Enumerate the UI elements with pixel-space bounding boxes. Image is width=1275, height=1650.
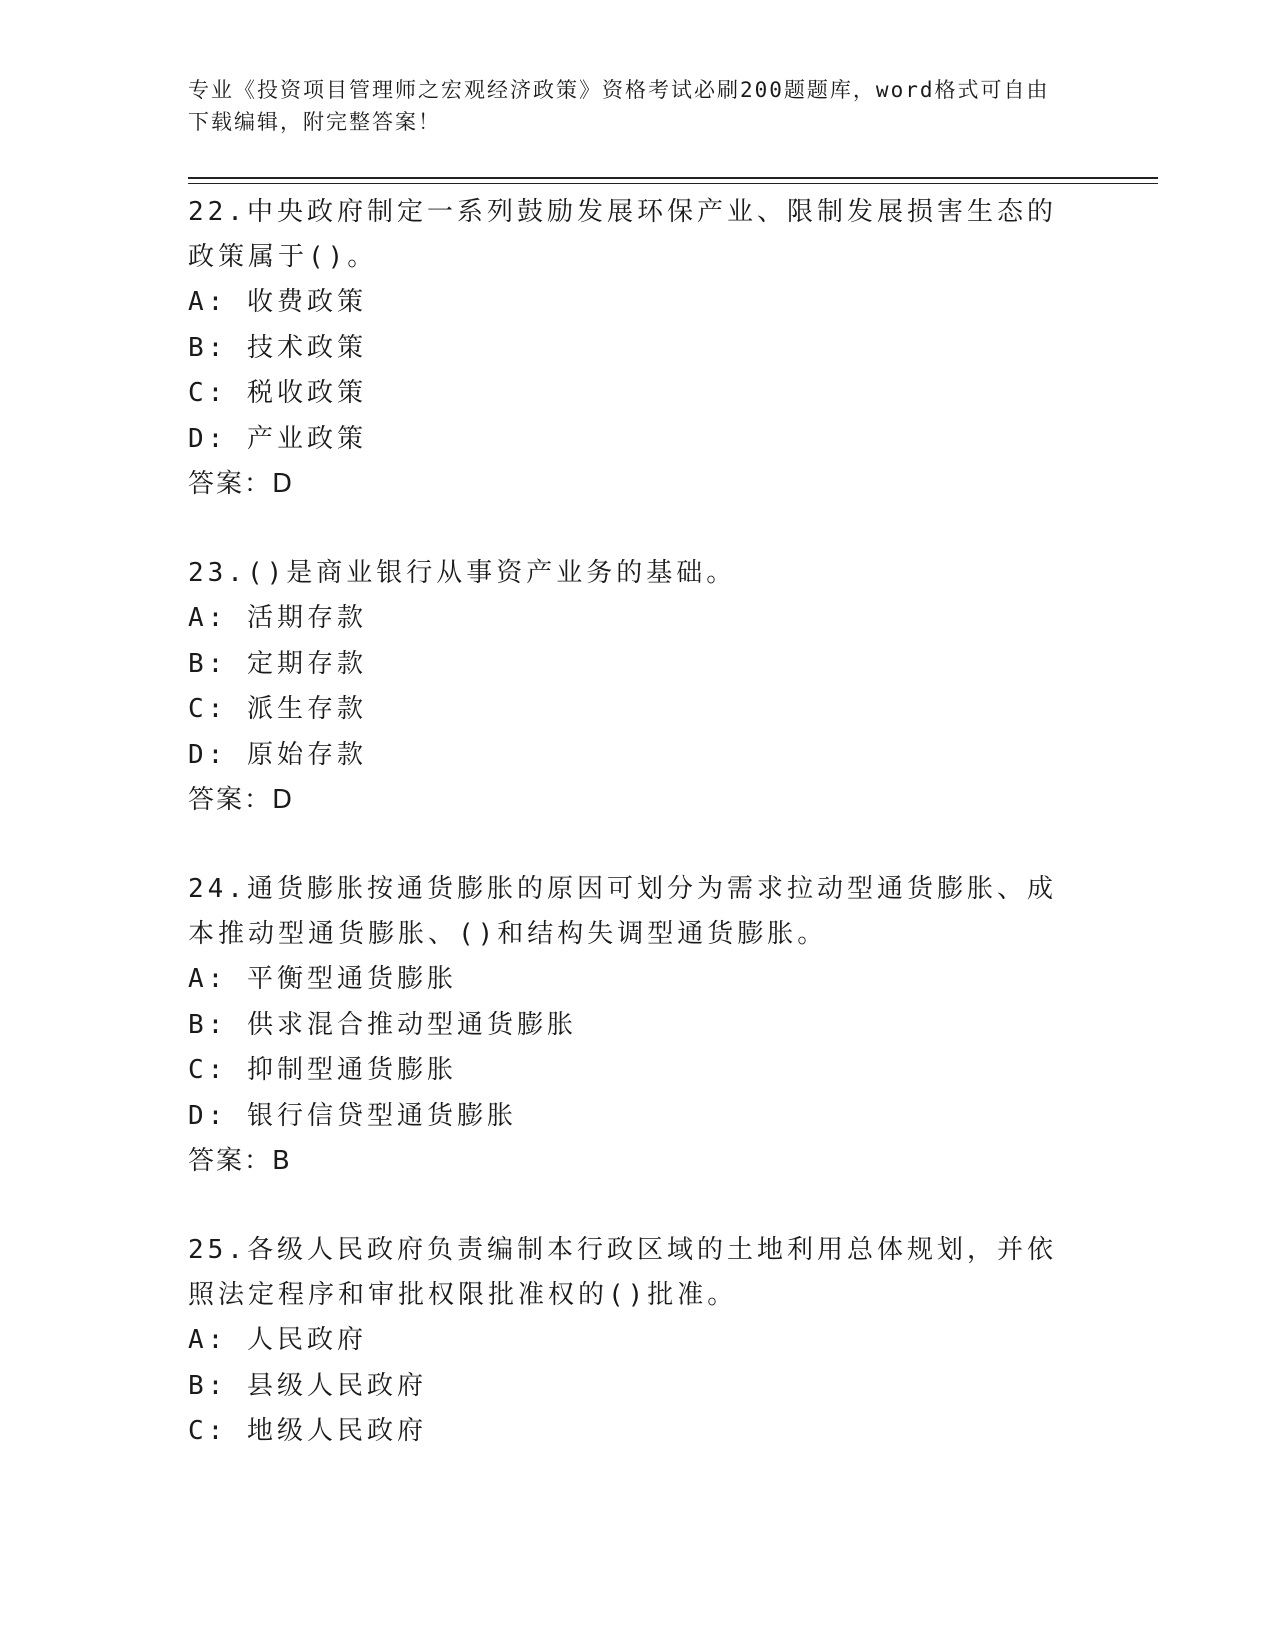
question-stem: 25.各级人民政府负责编制本行政区域的土地利用总体规划，并依照法定程序和审批权限批准权的()批准。 [188, 1235, 1057, 1310]
answer: 答案：D [188, 785, 295, 815]
header-rule-thick [188, 177, 1158, 179]
option-d: D: 原始存款 [188, 739, 367, 770]
option-a: A: 活期存款 [188, 603, 367, 633]
question-list [188, 190, 1068, 1499]
option-d: D: 银行信贷型通货膨胀 [188, 1100, 517, 1131]
question-23 [188, 551, 1068, 823]
question-24 [188, 867, 1068, 1184]
option-c: C: 派生存款 [188, 694, 367, 724]
option-b: B: 技术政策 [188, 332, 367, 363]
option-b: B: 供求混合推动型通货膨胀 [188, 1009, 577, 1040]
answer: 答案：B [188, 1146, 292, 1176]
document-header: 专业《投资项目管理师之宏观经济政策》资格考试必刷200题题库，word格式可自由下载编辑，附完整答案！ [188, 78, 1050, 134]
option-b: B: 县级人民政府 [188, 1370, 427, 1401]
option-c: C: 地级人民政府 [188, 1416, 427, 1446]
option-a: A: 平衡型通货膨胀 [188, 964, 457, 994]
option-a: A: 收费政策 [188, 287, 367, 317]
question-22 [188, 190, 1068, 507]
option-a: A: 人民政府 [188, 1325, 367, 1355]
question-stem: 24.通货膨胀按通货膨胀的原因可划分为需求拉动型通货膨胀、成本推动型通货膨胀、()和结构失调型通货膨胀。 [188, 874, 1057, 949]
option-d: D: 产业政策 [188, 423, 367, 454]
option-c: C: 抑制型通货膨胀 [188, 1055, 457, 1085]
option-c: C: 税收政策 [188, 378, 367, 408]
question-stem: 23.()是商业银行从事资产业务的基础。 [188, 558, 737, 588]
header-rule-thin [188, 183, 1158, 184]
option-b: B: 定期存款 [188, 648, 367, 679]
answer: 答案：D [188, 469, 295, 499]
question-25 [188, 1228, 1068, 1455]
question-stem: 22.中央政府制定一系列鼓励发展环保产业、限制发展损害生态的政策属于()。 [188, 197, 1057, 272]
